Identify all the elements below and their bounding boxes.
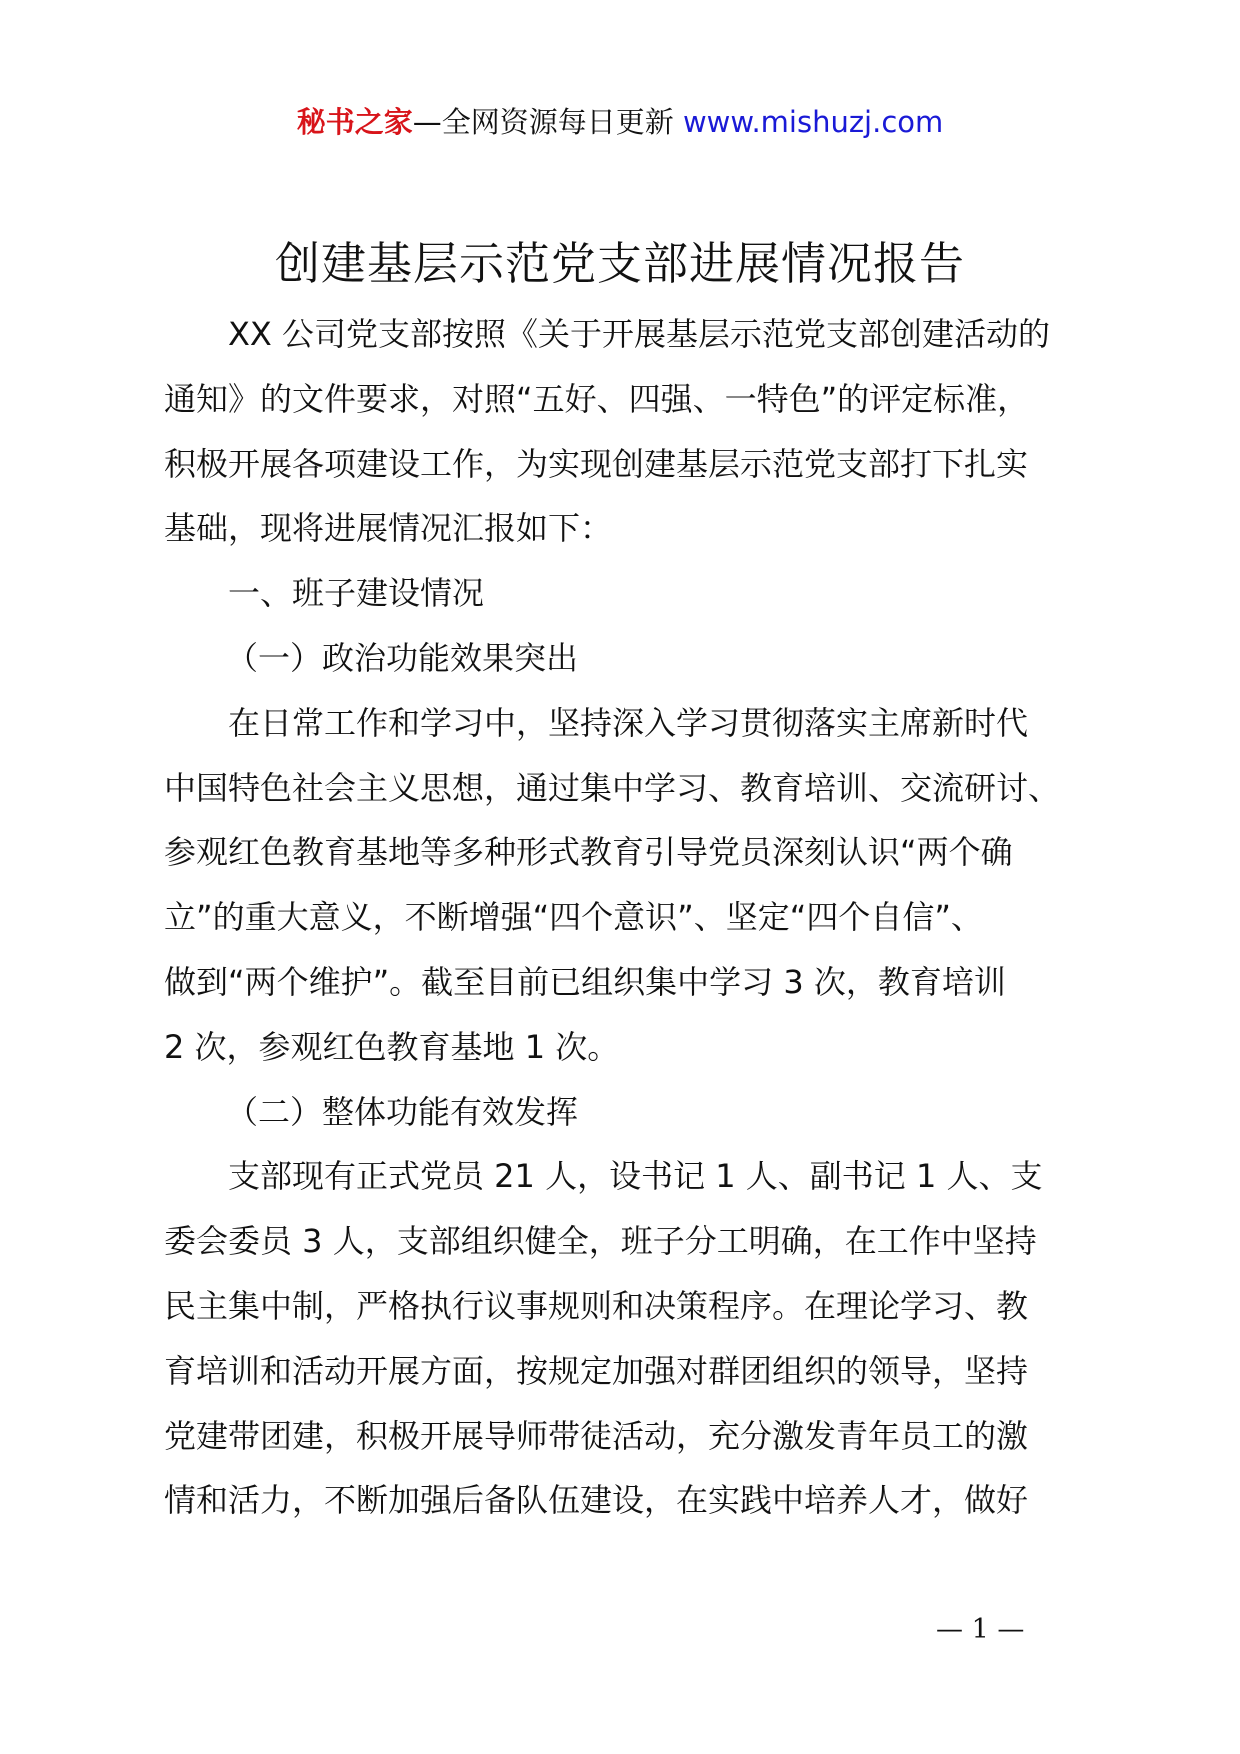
- site-header: [0, 100, 1240, 144]
- paragraph-line: 在日常工作和学习中，坚持深入学习贯彻落实主席新时代: [228, 703, 1029, 742]
- paragraph-line: 支部现有正式党员 21 人，设书记 1 人、副书记 1 人、支: [228, 1157, 1043, 1196]
- subsection-heading: （一）政治功能效果突出: [226, 638, 579, 677]
- brand-name: 秘书之家: [296, 105, 413, 139]
- section-heading: 一、班子建设情况: [228, 574, 485, 613]
- paragraph-line: 做到“两个维护”。截至目前已组织集中学习 3 次，教育培训: [164, 962, 1006, 1001]
- subsection-heading: （二）整体功能有效发挥: [226, 1092, 579, 1131]
- page-number: — 1 —: [936, 1614, 1025, 1645]
- paragraph-line: 基础，现将进展情况汇报如下：: [164, 509, 613, 548]
- paragraph-line: 民主集中制，严格执行议事规则和决策程序。在理论学习、教: [164, 1286, 1029, 1325]
- website-link[interactable]: www.mishuzj.com: [682, 105, 944, 139]
- paragraph-line: 通知》的文件要求，对照“五好、四强、一特色”的评定标准，: [164, 379, 1030, 418]
- paragraph-line: 党建带团建，积极开展导师带徒活动，充分激发青年员工的激: [164, 1416, 1029, 1455]
- paragraph-line: 育培训和活动开展方面，按规定加强对群团组织的领导，坚持: [164, 1351, 1029, 1390]
- header-tagline: —全网资源每日更新: [412, 105, 674, 139]
- paragraph-line: 立”的重大意义，不断增强“四个意识”、坚定“四个自信”、: [164, 898, 983, 937]
- paragraph-line: 积极开展各项建设工作，为实现创建基层示范党支部打下扎实: [164, 444, 1029, 483]
- paragraph-line: 2 次，参观红色教育基地 1 次。: [164, 1027, 620, 1066]
- paragraph-line: XX 公司党支部按照《关于开展基层示范党支部创建活动的: [228, 315, 1051, 353]
- paragraph-line: 中国特色社会主义思想，通过集中学习、教育培训、交流研讨、: [164, 768, 1061, 807]
- paragraph-line: 情和活力，不断加强后备队伍建设，在实践中培养人才，做好: [164, 1481, 1029, 1520]
- paragraph-line: 委会委员 3 人，支部组织健全，班子分工明确，在工作中坚持: [164, 1222, 1037, 1261]
- paragraph-line: 参观红色教育基地等多种形式教育引导党员深刻认识“两个确: [164, 833, 1013, 872]
- document-body: [164, 302, 1094, 1533]
- document-title: 创建基层示范党支部进展情况报告: [274, 237, 965, 290]
